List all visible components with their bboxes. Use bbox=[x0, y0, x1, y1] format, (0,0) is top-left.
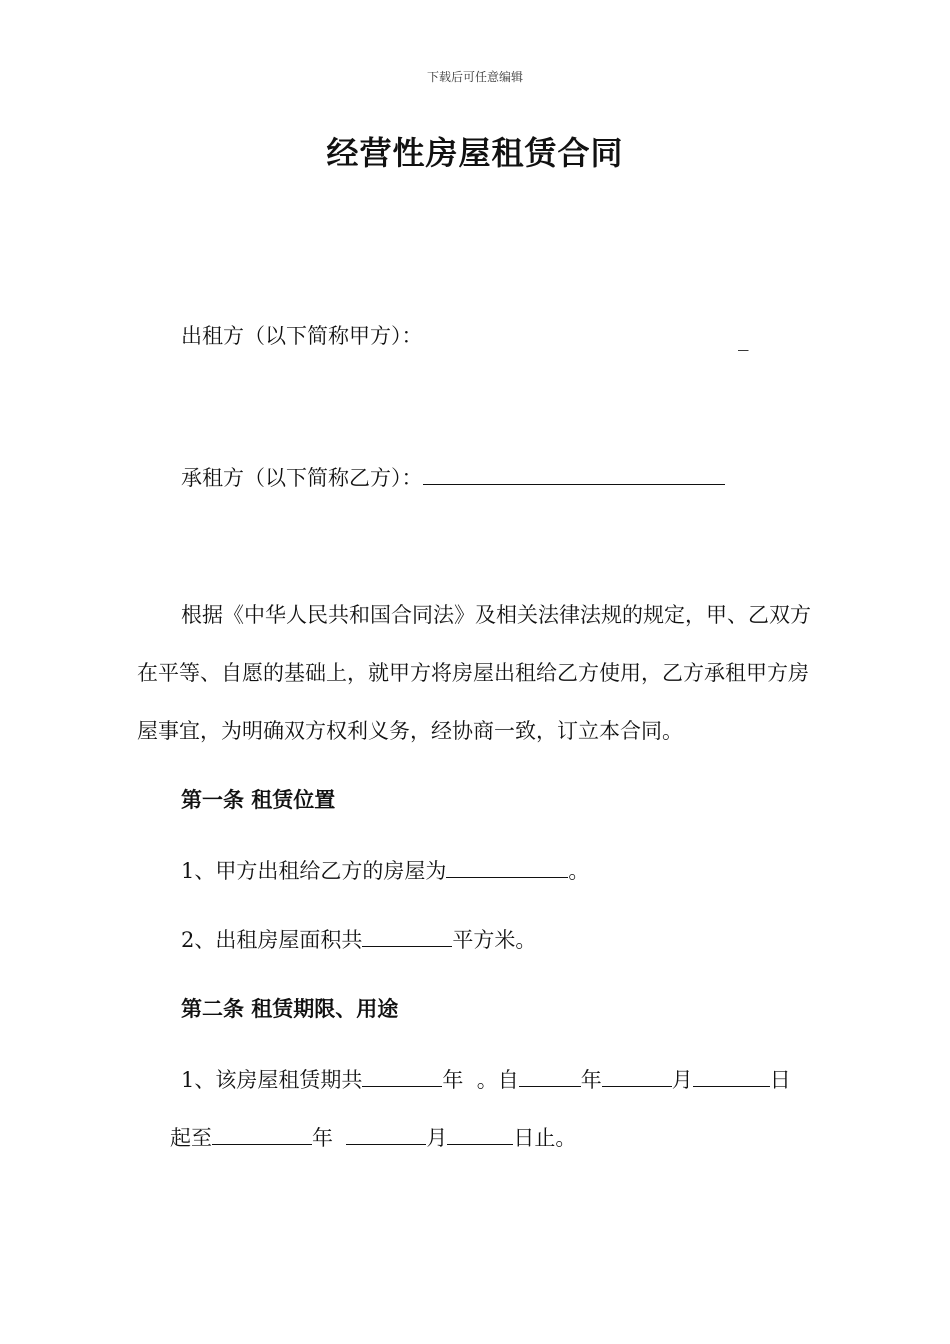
header-note: 下载后可任意编辑 bbox=[426, 70, 523, 84]
month-label-2: 月 bbox=[426, 1126, 448, 1150]
day-label-1: 日 bbox=[769, 1068, 791, 1092]
end-day-blank[interactable] bbox=[447, 1122, 513, 1145]
year-label-2: 年 bbox=[580, 1068, 602, 1092]
intro-paragraph: 根据《中华人民共和国合同法》及相关法律法规的规定，甲、乙双方在平等、自愿的基础上，就甲方将房屋出租给乙方使用，乙方承租甲方房屋事宜，为明确双方权利义务，经协商一致，订立本合同。 bbox=[137, 603, 811, 743]
lessee-blank[interactable] bbox=[423, 462, 725, 485]
start-year-blank[interactable] bbox=[519, 1064, 581, 1087]
article2-item1-text: 1、该房屋租赁期共 bbox=[181, 1068, 363, 1092]
article1-item1-text: 1、甲方出租给乙方的房屋为 bbox=[181, 859, 447, 883]
article1-item2-text: 2、出租房屋面积共 bbox=[181, 928, 363, 952]
article2-item1-line1 bbox=[181, 1064, 791, 1094]
article2-item1-line2 bbox=[170, 1122, 576, 1152]
end-month-blank[interactable] bbox=[346, 1122, 426, 1145]
start-month-blank[interactable] bbox=[602, 1064, 672, 1087]
article1-heading: 第一条 租赁位置 bbox=[181, 788, 336, 812]
year-label-1: 年 bbox=[442, 1068, 464, 1092]
document-title: 经营性房屋租赁合同 bbox=[326, 134, 624, 172]
lessor-label: 出租方（以下简称甲方）： bbox=[181, 324, 423, 348]
end-label: 日止。 bbox=[513, 1126, 577, 1150]
house-location-blank[interactable] bbox=[446, 855, 568, 878]
month-label-1: 月 bbox=[671, 1068, 693, 1092]
article1-item2 bbox=[181, 924, 536, 954]
year-label-3: 年 bbox=[312, 1126, 333, 1150]
article1-item2-end: 平方米。 bbox=[452, 928, 537, 952]
area-blank[interactable] bbox=[362, 924, 452, 947]
article2-heading: 第二条 租赁期限、用途 bbox=[181, 997, 399, 1021]
article1-item1-end: 。 bbox=[568, 859, 590, 883]
lessee-row bbox=[181, 462, 725, 492]
until-label: 起至 bbox=[170, 1126, 212, 1150]
end-year-blank[interactable] bbox=[212, 1122, 312, 1145]
lessee-label: 承租方（以下简称乙方）： bbox=[181, 466, 423, 490]
article1-item1 bbox=[181, 855, 589, 885]
term-years-blank[interactable] bbox=[362, 1064, 442, 1087]
from-label: 。自 bbox=[476, 1068, 519, 1092]
lessor-mark: _ bbox=[738, 327, 749, 351]
start-day-blank[interactable] bbox=[693, 1064, 770, 1087]
